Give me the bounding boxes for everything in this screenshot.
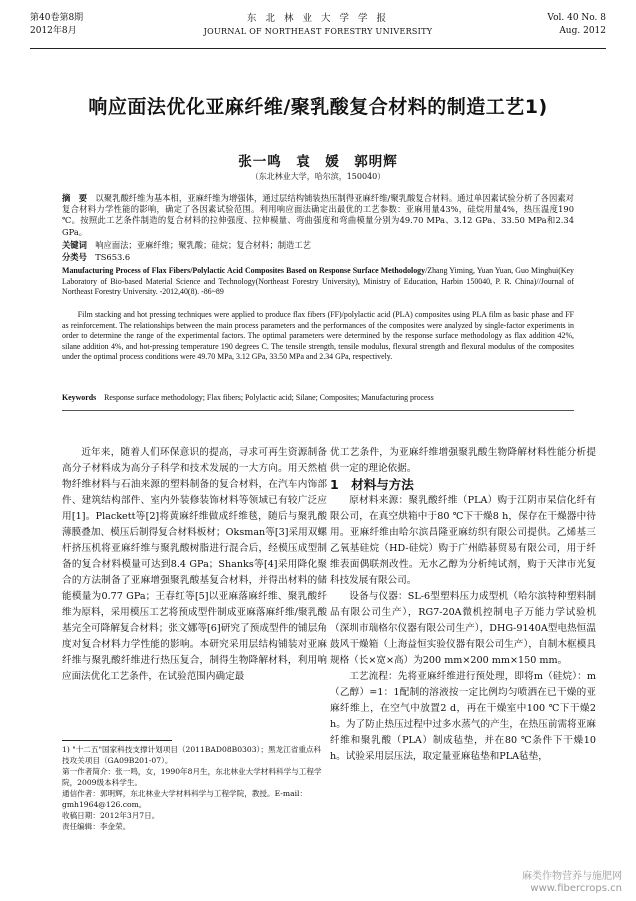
article-affiliation: （东北林业大学，哈尔滨，150040） xyxy=(250,172,386,181)
section-heading-1: 1 材料与方法 xyxy=(330,477,414,492)
header-center xyxy=(30,12,606,38)
classification xyxy=(62,252,574,263)
watermark xyxy=(522,871,622,895)
english-title: Manufacturing Process of Flax Fibers/Polylactic Acid Composites Based on Response Surface Methodology xyxy=(62,266,426,275)
running-header xyxy=(30,8,606,48)
date-cn: 2012年8月 xyxy=(30,26,77,36)
header-right xyxy=(547,12,606,38)
class-label: 分类号 xyxy=(62,252,87,262)
keywords-en xyxy=(62,393,574,404)
keywords-label: 关键词 xyxy=(62,240,87,250)
footnote-corresponding: 通信作者：郭明辉，东北林业大学材料科学与工程学院，教授。E-mail：gmh1964@126.com。 xyxy=(62,789,308,809)
footnote-received: 收稿日期：2012年3月7日。 xyxy=(62,811,160,820)
intro-paragraph: 近年来，随着人们环保意识的提高，寻求可再生资源制备高分子材料成为高分子科学和技术发展的一大方向。用天然植物纤维材料与石油来源的塑料制备的复合材料，在汽车内饰部件、建筑结构部件、室内外装修装饰材料等领域已有较广泛应用[1]。Plackett等[2]将黄麻纤维做成纤维毯，随后与聚乳酸薄膜叠加、模压后制得复合材料板材；Oksman等[3]采用双螺杆挤压机将亚麻纤维与聚乳酸树脂进行混合后，经模压成型制备的复合材料模量可达到8.4 GPa；Shanks等[4]采用降化聚合的方法制备了亚麻增强聚乳酸基复合材料，并得出材料的储能模量为0.77 GPa；王春红等[5]以亚麻落麻纤维、聚乳酸纤维为原料，采用模压工艺将预成型件制成亚麻落麻纤维/聚乳酸基完全可降解复合材料；张文娜等[6]研究了预成型件的铺层角度对复合材料力学性能的影响。本研究采用层结构铺装对亚麻纤维与聚乳酸纤维进行热压复合，制得生物降解材料，利用响应面法优化工艺条件，在试验范围内确定最 xyxy=(62,447,327,682)
intro-paragraph-cont: 优工艺条件，为亚麻纤维增强聚乳酸生物降解材料性能分析提供一定的理论依据。 xyxy=(330,447,596,474)
watermark-cn: 麻类作物营养与施肥网 xyxy=(522,871,622,882)
footnote-rule xyxy=(62,740,172,741)
footnote-first-author: 第一作者简介：张一鸣，女，1990年8月生，东北林业大学材料科学与工程学院，2009级本科学生。 xyxy=(62,767,322,787)
article-title: 响应面法优化亚麻纤维/聚乳酸复合材料的制造工艺1) xyxy=(88,96,548,118)
header-rule xyxy=(30,48,606,49)
footnote-editor: 责任编辑：李金荣。 xyxy=(62,822,131,831)
journal-name-en: JOURNAL OF NORTHEAST FORESTRY UNIVERSITY xyxy=(203,27,433,36)
body-right-column xyxy=(330,445,596,765)
abstract-en-header xyxy=(62,266,574,298)
keywords-text: 响应面法；亚麻纤维；聚乳酸；硅烷；复合材料；制造工艺 xyxy=(95,240,311,250)
abstract-text: 以聚乳酸纤维为基本相，亚麻纤维为增强体，通过层结构铺装热压制得亚麻纤维/聚乳酸复合材料。通过单因素试验分析了各因素对复合材料力学性能的影响，确定了各因素试验范围。利用响应面法确定出最优的工艺参数：亚麻用量43%，硅烷用量4%，热压温度190 ℃。按照此工艺条件制造的复合材料的拉伸强度、拉伸模量、弯曲强度和弯曲模量分别为49.70 MPa、3.12 GPa、33.50 MPa和2.34 GPa。 xyxy=(62,193,574,237)
abstract-rule xyxy=(62,410,574,411)
abstract-cn xyxy=(62,193,574,238)
keywords-cn xyxy=(62,240,574,251)
materials-paragraph: 原材料来源：聚乳酸纤维（PLA）购于江阴市杲信化纤有限公司，在真空烘箱中于80 ℃下干燥8 h，保存在干燥器中待用。亚麻纤维由哈尔滨昌隆亚麻纺织有限公司提供。乙烯基三乙氧基硅烷（HD-硅烷）购于广州皓碁贸易有限公司，用于纤维表面偶联剂改性。无水乙醇为分析纯试剂，购于天津市光复科技发展有限公司。 xyxy=(330,495,596,586)
article-authors: 张一鸣 袁 媛 郭明辉 xyxy=(238,154,398,170)
footnote-funding: 1) "十二五"国家科技支撑计划项目（2011BAD08B0303）；黑龙江省重点科技攻关项目（GA09B201-07）。 xyxy=(62,745,322,765)
date-en: Aug. 2012 xyxy=(559,26,606,36)
footnotes xyxy=(62,744,327,832)
abstract-label: 摘 要 xyxy=(62,193,88,203)
volume-cn: 第40卷第8期 xyxy=(30,13,84,23)
equipment-paragraph: 设备与仪器：SL-6型塑料压力成型机（哈尔滨特种塑料制品有限公司生产），RG7-20A微机控制电子万能力学试验机（深圳市瑞格尔仪器有限公司生产），DHG-9140A型电热恒温鼓风干燥箱（上海益恒实验仪器有限公司生产），自制木框模具规格（长×宽×高）为200 mm×200 mm×150 mm。 xyxy=(330,591,596,666)
class-value: TS653.6 xyxy=(95,252,131,262)
keywords-en-label: Keywords xyxy=(62,393,97,402)
body-left-column xyxy=(62,445,327,685)
abstract-en: Film stacking and hot pressing techniques were applied to produce flax fibers (FF)/polylactic acid (PLA) composites using PLA film as basic phase and FF as reinforcement. The relationships between the main process parameters and the performances of the composites were analyzed by single-factor experiments in order to determine the range of the experimental factors. The optimal parameters were determined by the response surface methodology as flax addition 42%, silane addition 4%, and hot-pressing temperature 190 degrees C. The tensile strength, tensile modulus, flexural strength and flexural modulus of the composites under the optimal process conditions were 49.70 MPa, 3.12 GPa, 33.50 MPa and 2.34 GPa, respectively. xyxy=(62,310,574,362)
english-authors-line: /Zhang Yiming, Yuan Yuan, Guo Minghui(Key Laboratory of Bio-based Material Science and Technology(Northeast Forestry University), Ministry of Education, Harbin 150040, P. R. China)//Journal of Northeast Forestry University. -2012,40(8). -86~89 xyxy=(62,266,575,297)
keywords-en-text: Response surface methodology; Flax fibers; Polylactic acid; Silane; Composites; Manufacturing process xyxy=(104,393,434,402)
watermark-en: www.fibercrops.cn xyxy=(530,883,622,894)
volume-en: Vol. 40 No. 8 xyxy=(547,13,606,23)
journal-name-cn: 东 北 林 业 大 学 学 报 xyxy=(246,13,390,24)
process-paragraph: 工艺流程：先将亚麻纤维进行预处理，即将m（硅烷）：m（乙醇）=1：1配制的溶液按一定比例均匀喷洒在已干燥的亚麻纤维上，在空气中放置2 d，再在干燥室中100 ℃下干燥2 h。为了防止热压过程中过多水蒸气的产生，在热压前需将亚麻纤维和聚乳酸（PLA）制成毡垫，并在80 ℃条件下干燥10 h。试验采用层压法，取定量亚麻毡垫和PLA毡垫， xyxy=(330,671,596,762)
